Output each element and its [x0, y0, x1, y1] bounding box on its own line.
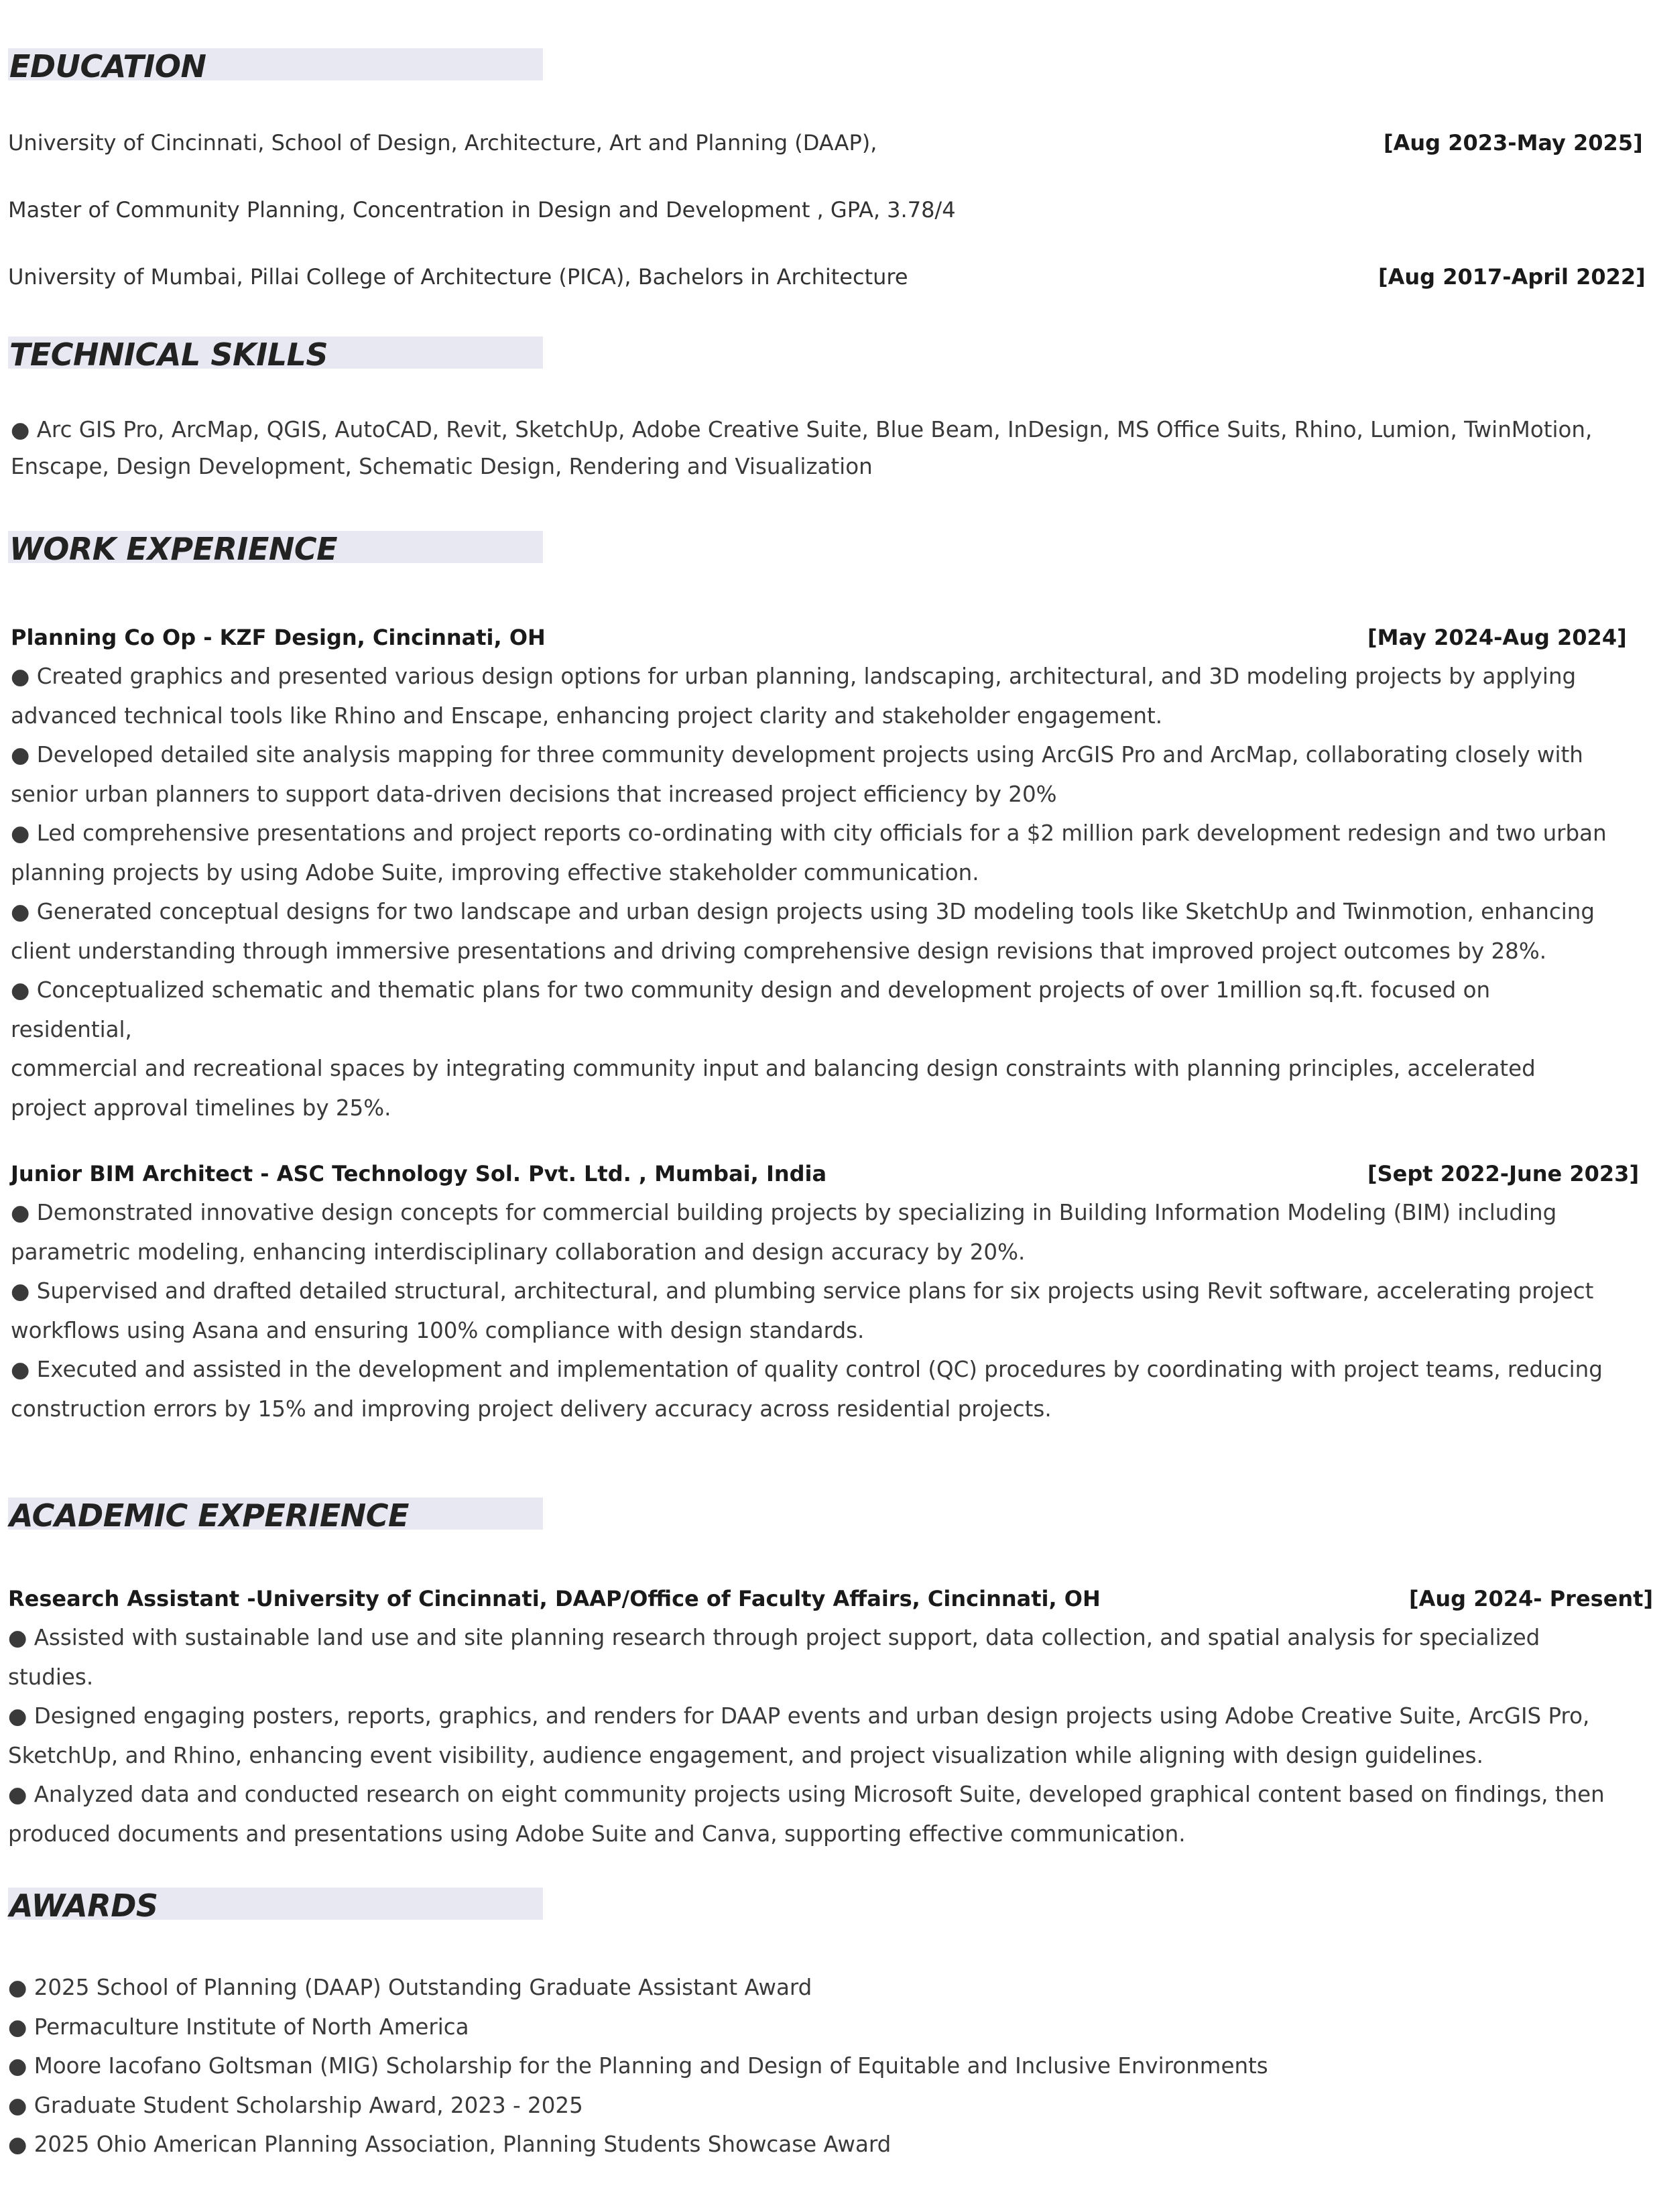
academic-line: produced documents and presentations using Adobe Suite and Canva, supporting effective communication.	[8, 1821, 1186, 1847]
awards-heading	[8, 1888, 543, 1924]
academic-date: [Aug 2024- Present]	[1409, 1586, 1653, 1611]
education-school-2: University of Mumbai, Pillai College of Architecture (PICA), Bachelors in Architecture	[8, 264, 908, 290]
job-2-line: workflows using Asana and ensuring 100% compliance with design standards.	[11, 1317, 865, 1343]
academic-header	[8, 1582, 1653, 1615]
job-1-line: senior urban planners to support data-driven decisions that increased project efficiency by 20%	[11, 781, 1057, 807]
education-row-1	[8, 126, 1643, 160]
job-1-line: ● Created graphics and presented various design options for urban planning, landscaping, architectural, and 3D modeling projects by applying	[11, 664, 1577, 689]
award-item: ● Permaculture Institute of North America	[8, 2014, 469, 2040]
award-item: ● Graduate Student Scholarship Award, 2023 - 2025	[8, 2092, 583, 2118]
job-1-line: ● Developed detailed site analysis mapping for three community development projects using ArcGIS Pro and ArcMap, collaborating closely with	[11, 742, 1583, 767]
award-item: ● Moore Iacofano Goltsman (MIG) Scholarship for the Planning and Design of Equitable and Inclusive Environments	[8, 2053, 1268, 2079]
job-2-line: ● Supervised and drafted detailed structural, architectural, and plumbing service plans for six projects using Revit software, accelerating project	[11, 1278, 1594, 1304]
job-2-date: [Sept 2022-June 2023]	[1367, 1161, 1640, 1186]
academic-line: ● Analyzed data and conducted research on eight community projects using Microsoft Suite, developed graphical content based on findings, then	[8, 1782, 1605, 1807]
work-heading-text: WORK EXPERIENCE	[9, 531, 338, 567]
job-1-line: ● Generated conceptual designs for two landscape and urban design projects using 3D modeling tools like SketchUp and Twinmotion, enhancing	[11, 899, 1595, 924]
skills-heading-text: TECHNICAL SKILLS	[9, 336, 328, 373]
job-2-line: construction errors by 15% and improving project delivery accuracy across residential projects.	[11, 1396, 1052, 1422]
academic-line: ● Assisted with sustainable land use and site planning research through project support, data collection, and spatial analysis for specialized studies.	[8, 1625, 1540, 1690]
job-1-title: Planning Co Op - KZF Design, Cincinnati, OH	[11, 625, 546, 650]
job-2-header	[11, 1157, 1640, 1190]
job-1-line: ● Conceptualized schematic and thematic plans for two community design and development projects of over 1million sq.ft. focused on residential,	[11, 977, 1491, 1042]
education-heading	[8, 48, 543, 84]
awards-heading-text: AWARDS	[9, 1888, 158, 1924]
education-heading-text: EDUCATION	[9, 48, 206, 84]
education-row-3	[8, 260, 1646, 294]
job-1-line: commercial and recreational spaces by integrating community input and balancing design constraints with planning principles, accelerated	[11, 1056, 1536, 1081]
work-heading	[8, 531, 543, 567]
job-1-date: [May 2024-Aug 2024]	[1367, 625, 1627, 650]
job-1-header	[11, 621, 1627, 654]
academic-title: Research Assistant -University of Cincinnati, DAAP/Office of Faculty Affairs, Cincinnati, OH	[8, 1586, 1101, 1611]
job-1-line: project approval timelines by 25%.	[11, 1095, 391, 1121]
job-2-line: parametric modeling, enhancing interdisciplinary collaboration and design accuracy by 20%.	[11, 1239, 1026, 1265]
education-degree-1: Master of Community Planning, Concentration in Design and Development , GPA, 3.78/4	[8, 197, 956, 223]
academic-bullets	[8, 1618, 1610, 1853]
education-date-1: [Aug 2023-May 2025]	[1384, 130, 1643, 156]
education-row-2	[8, 193, 1619, 227]
job-2-bullets	[11, 1193, 1613, 1428]
education-school-1: University of Cincinnati, School of Design, Architecture, Art and Planning (DAAP),	[8, 130, 877, 156]
skills-line: ● Arc GIS Pro, ArcMap, QGIS, AutoCAD, Revit, SketchUp, Adobe Creative Suite, Blue Beam, InDesign, MS Office Suits, Rhino, Lumion, TwinMotion,	[11, 417, 1593, 442]
job-1-line: planning projects by using Adobe Suite, improving effective stakeholder communication.	[11, 859, 979, 885]
job-1-line: client understanding through immersive presentations and driving comprehensive design revisions that improved project outcomes by 28%.	[11, 938, 1547, 964]
award-item: ● 2025 Ohio American Planning Association, Planning Students Showcase Award	[8, 2132, 892, 2157]
skills-line: Enscape, Design Development, Schematic Design, Rendering and Visualization	[11, 453, 873, 479]
job-2-line: ● Demonstrated innovative design concepts for commercial building projects by specializing in Building Information Modeling (BIM) including	[11, 1200, 1557, 1225]
academic-line: ● Designed engaging posters, reports, graphics, and renders for DAAP events and urban design projects using Adobe Creative Suite, ArcGIS Pro,	[8, 1703, 1590, 1729]
award-item: ● 2025 School of Planning (DAAP) Outstanding Graduate Assistant Award	[8, 1975, 812, 2000]
education-date-2: [Aug 2017-April 2022]	[1378, 264, 1646, 290]
academic-line: SketchUp, and Rhino, enhancing event visibility, audience engagement, and project visualization while aligning with design guidelines.	[8, 1742, 1483, 1768]
academic-heading	[8, 1497, 543, 1534]
job-1-line: advanced technical tools like Rhino and Enscape, enhancing project clarity and stakeholder engagement.	[11, 702, 1163, 729]
job-2-title: Junior BIM Architect - ASC Technology Sol. Pvt. Ltd. , Mumbai, India	[11, 1161, 827, 1186]
academic-heading-text: ACADEMIC EXPERIENCE	[9, 1497, 409, 1534]
skills-heading	[8, 336, 543, 373]
skills-list	[11, 410, 1613, 486]
job-1-bullets	[11, 657, 1613, 1127]
awards-list	[8, 1968, 1610, 2164]
job-1-line: ● Led comprehensive presentations and project reports co-ordinating with city officials for a $2 million park development redesign and two urban	[11, 820, 1607, 846]
job-2-line: ● Executed and assisted in the development and implementation of quality control (QC) procedures by coordinating with project teams, reducing	[11, 1357, 1603, 1382]
